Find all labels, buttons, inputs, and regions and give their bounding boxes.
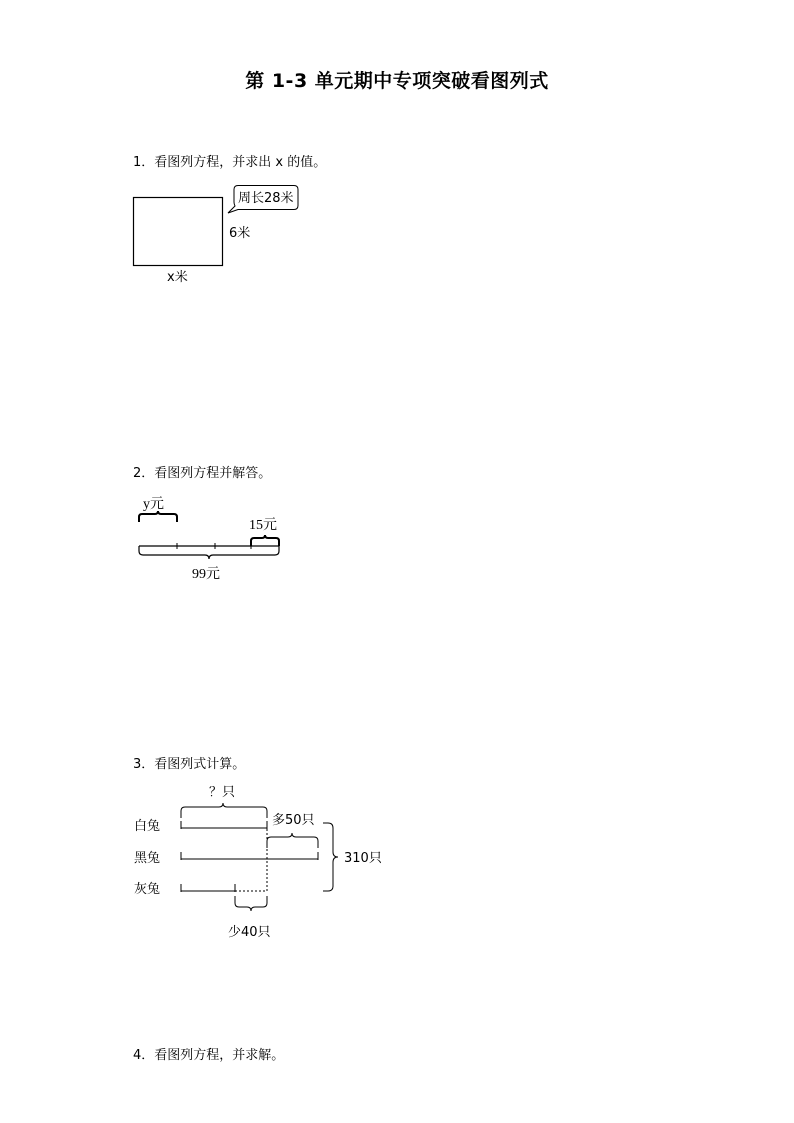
extra-15-label: 15元 [249,518,277,533]
question-count-label: ？只 [209,785,236,800]
part-y-label: y元 [143,497,164,512]
page-title: 第 1-3 单元期中专项突破看图列式 [245,70,549,92]
total-310-label: 310只 [344,851,382,866]
row-label-gray-rabbit: 灰兔 [134,882,161,897]
row-label-black-rabbit: 黑兔 [134,851,161,866]
less-40-label: 少40只 [228,925,271,940]
question-4-text: 4．看图列方程，并求解。 [133,1048,285,1063]
question-1-text: 1．看图列方程，并求出 x 的值。 [133,155,327,170]
total-99-label: 99元 [192,567,220,582]
question-brace [181,803,267,818]
more-50-brace [267,833,318,848]
perimeter-callout-label: 周长28米 [238,191,294,206]
total-brace [323,823,338,891]
more-50-label: 多50只 [272,813,315,828]
side-length-label: 6米 [229,226,251,241]
row-label-white-rabbit: 白兔 [134,819,161,834]
less-40-brace [235,896,267,911]
question-2-text: 2．看图列方程并解答。 [133,466,272,481]
question-3-text: 3．看图列式计算。 [133,757,246,772]
bottom-length-label: x米 [167,270,188,285]
